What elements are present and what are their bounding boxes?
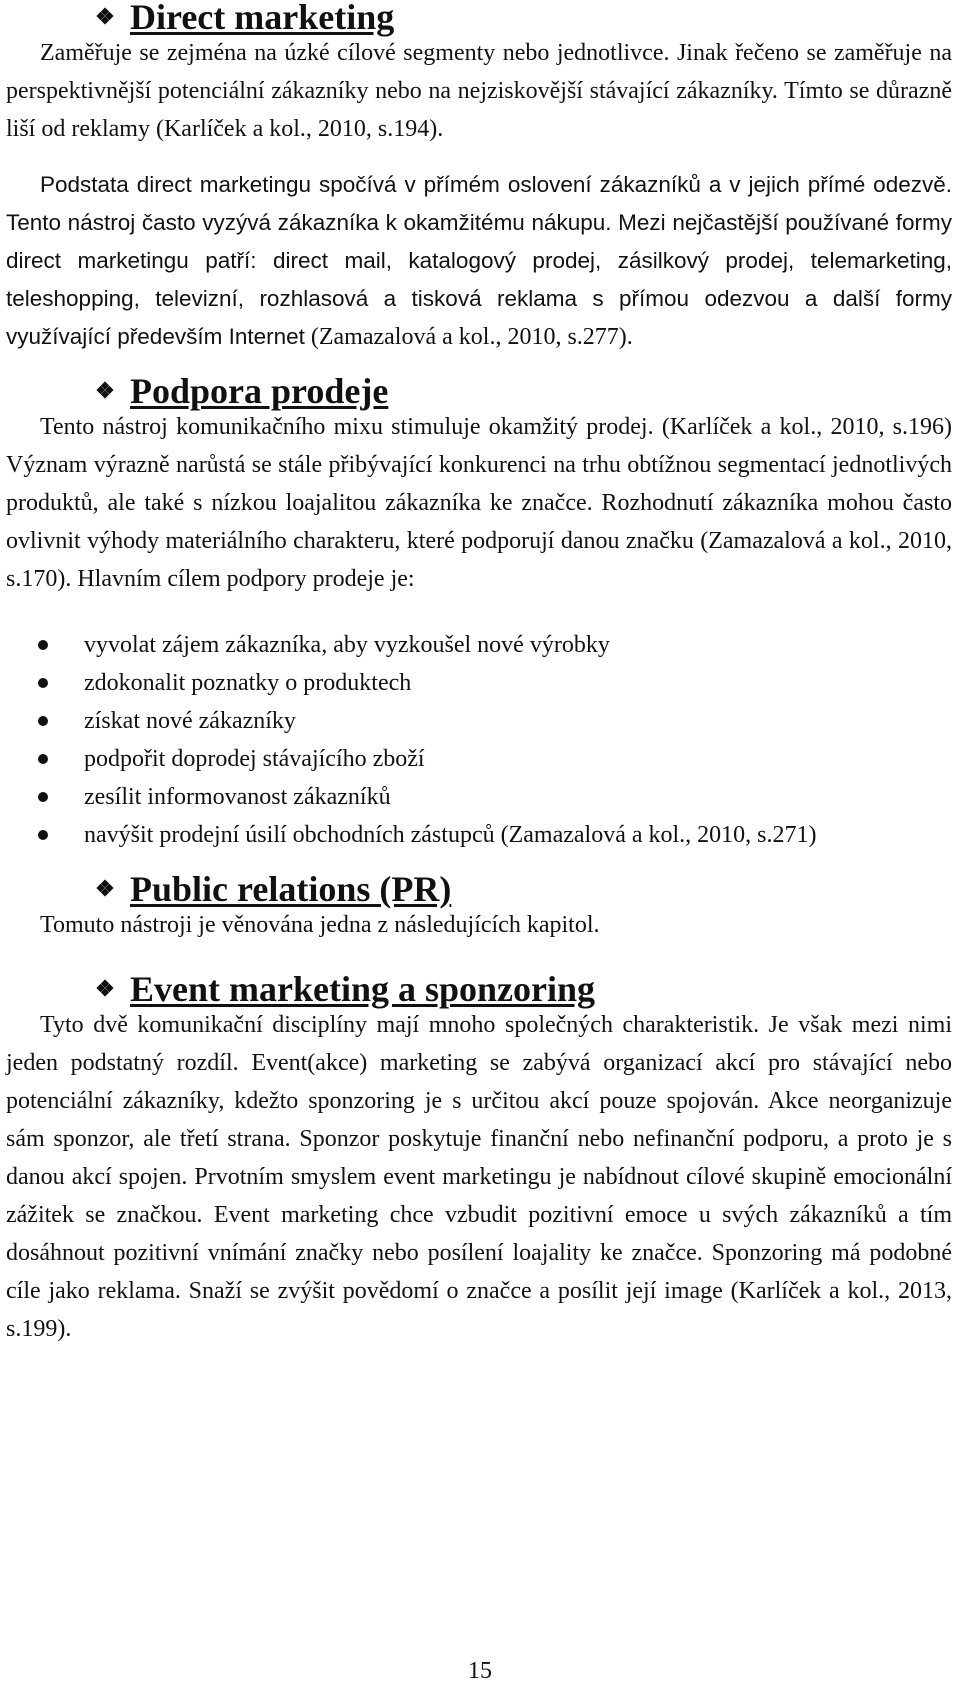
section-title: Event marketing a sponzoring (130, 969, 596, 1009)
section-title: Podpora prodeje (130, 371, 389, 411)
paragraph: Tento nástroj komunikačního mixu stimuluje okamžitý prodej. (Karlíček a kol., 2010, s.196) Význam výrazně narůstá se stále přibývající konkurenci na trhu obtížnou segmentací jednotlivých produktů, ale také s nízkou loajalitou zákazníka ke značce. Rozhodnutí zákazníka mohou často ovlivnit výhody materiálního charakteru, které podporují danou značku (Zamazalová a kol., 2010, s.170). Hlavním cílem podpory prodeje je: (6, 414, 952, 592)
list-item: navýšit prodejní úsilí obchodních zástupců (Zamazalová a kol., 2010, s.271) (6, 816, 952, 854)
paragraph: Zaměřuje se zejména na úzké cílové segmenty nebo jednotlivce. Jinak řečeno se zaměřuje na perspektivnější potenciální zákazníky nebo na nejziskovější stávající zákazníky. Tímto se důrazně liší od reklamy (Karlíček a kol., 2010, s.194). (6, 40, 952, 142)
section-title: Public relations (PR) (130, 869, 452, 909)
list-item: vyvolat zájem zákazníka, aby vyzkoušel nové výrobky (6, 626, 952, 664)
paragraph: Tyto dvě komunikační disciplíny mají mnoho společných charakteristik. Je však mezi nimi jeden podstatný rozdíl. Event(akce) marketing se zabývá organizací akcí pro stávající nebo potenciální zákazníky, kdežto sponzoring je s určitou akcí pouze spojován. Akce neorganizuje sám sponzor, ale třetí strana. Sponzor poskytuje finanční nebo nefinanční podporu, a proto je s danou akcí spojen. Prvotním smyslem event marketingu je nabídnout cílové skupině emocionální zážitek se značkou. Event marketing chce vzbudit pozitivní emoce u svých zákazníků a tím dosáhnout pozitivní vnímání značky nebo posílení loajality ke značce. Sponzoring má podobné cíle jako reklama. Snaží se zvýšit povědomí o značce a posílit její image (Karlíček a kol., 2013, s.199). (6, 1012, 952, 1342)
diamond-bullet-icon: ❖ (95, 876, 115, 901)
section-title: Direct marketing (130, 0, 395, 37)
list-item: zdokonalit poznatky o produktech (6, 664, 952, 702)
list-item: získat nové zákazníky (6, 702, 952, 740)
bullet-list (6, 626, 952, 854)
document-page (6, 0, 952, 1348)
paragraph-text: Podstata direct marketingu spočívá v přímém oslovení zákazníků a v jejich přímé odezvě. Tento nástroj často vyzývá zákazníka k okamžitému nákupu. Mezi nejčastější používané formy direct marketingu patří: direct mail, katalogový prodej, zásilkový prodej, telemarketing, teleshopping, televizní, rozhlasová a tisková reklama s přímou odezvou a další formy využívající především Internet (6, 172, 952, 349)
paragraph-citation: (Zamazalová a kol., 2010, s.277). (310, 324, 633, 350)
list-item: podpořit doprodej stávajícího zboží (6, 740, 952, 778)
diamond-bullet-icon: ❖ (95, 976, 115, 1001)
diamond-bullet-icon: ❖ (95, 4, 115, 29)
section-heading-direct-marketing (6, 0, 952, 37)
section-heading-podpora-prodeje (6, 371, 952, 411)
page-number: 15 (468, 1658, 492, 1684)
section-heading-public-relations (6, 869, 952, 909)
list-item: zesílit informovanost zákazníků (6, 778, 952, 816)
paragraph (6, 166, 952, 356)
diamond-bullet-icon: ❖ (95, 378, 115, 403)
paragraph: Tomuto nástroji je věnována jedna z následujících kapitol. (40, 912, 600, 938)
section-heading-event-marketing (6, 969, 952, 1009)
